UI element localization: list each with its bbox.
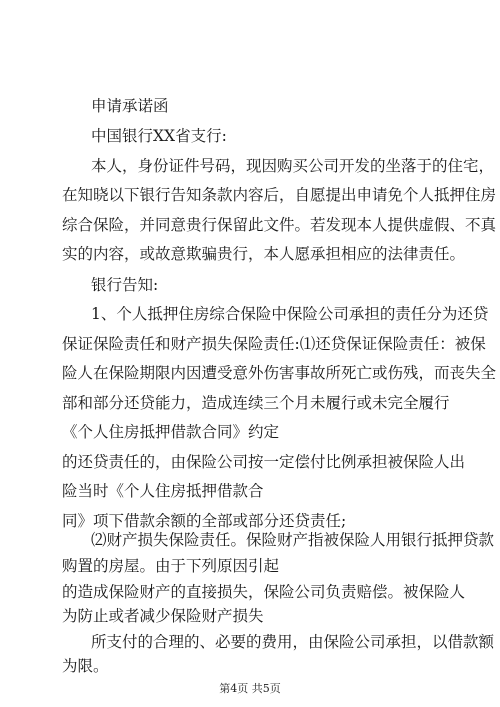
notice-item-2-line-4: 为防止或者减少保险财产损失 [62,607,264,625]
notice-item-1-line-3: 险人在保险期限内因遭受意外伤害事故所死亡或伤残，而丧失全 [62,364,497,382]
notice-item-2-line-5: 所支付的合理的、必要的费用，由保险公司承担，以借款额 [91,633,495,651]
letter-title: 申请承诺函 [91,97,169,115]
paragraph-1-line-4: 实的内容，或故意欺骗贵行，本人愿承担相应的法律责任。 [62,245,466,263]
addressee-line: 中国银行XX省支行: [91,127,227,145]
notice-item-2-line-2: 购置的房屋。由于下列原因引起 [62,557,280,575]
notice-item-2-line-6: 为限。 [62,657,109,675]
paragraph-1-line-2: 在知晓以下银行告知条款内容后，自愿提出申请免个人抵押住房 [62,186,497,204]
notice-item-1-line-7: 险当时《个人住房抵押借款合 [62,482,264,500]
notice-item-2-line-1: ⑵财产损失保险责任。保险财产指被保险人用银行抵押贷款 [91,531,495,549]
notice-item-1-line-8: 同》项下借款余额的全部或部分还贷责任; [62,512,347,530]
notice-item-1-line-6: 的还贷责任的，由保险公司按一定偿付比例承担被保险人出 [62,453,466,471]
notice-item-1-line-4: 部和部分还贷能力，造成连续三个月未履行或未完全履行 [62,394,450,412]
page-number-footer: 第4页 共5页 [219,682,281,695]
notice-item-2-line-3: 的造成保险财产的直接损失，保险公司负责赔偿。被保险人 [62,583,466,601]
bank-notice-heading: 银行告知: [91,276,159,294]
notice-item-1-line-2: 保证保险责任和财产损失保险责任:⑴还贷保证保险责任：被保 [62,335,486,353]
paragraph-1-line-1: 本人，身份证件号码，现因购买公司开发的坐落于的住宅， [91,157,495,175]
notice-item-1-line-5: 《个人住房抵押借款合同》约定 [62,423,280,441]
paragraph-1-line-3: 综合保险，并同意贵行保留此文件。若发现本人提供虚假、不真 [62,216,497,234]
notice-item-1-line-1: 1、个人抵押住房综合保险中保险公司承担的责任分为还贷 [91,305,489,323]
